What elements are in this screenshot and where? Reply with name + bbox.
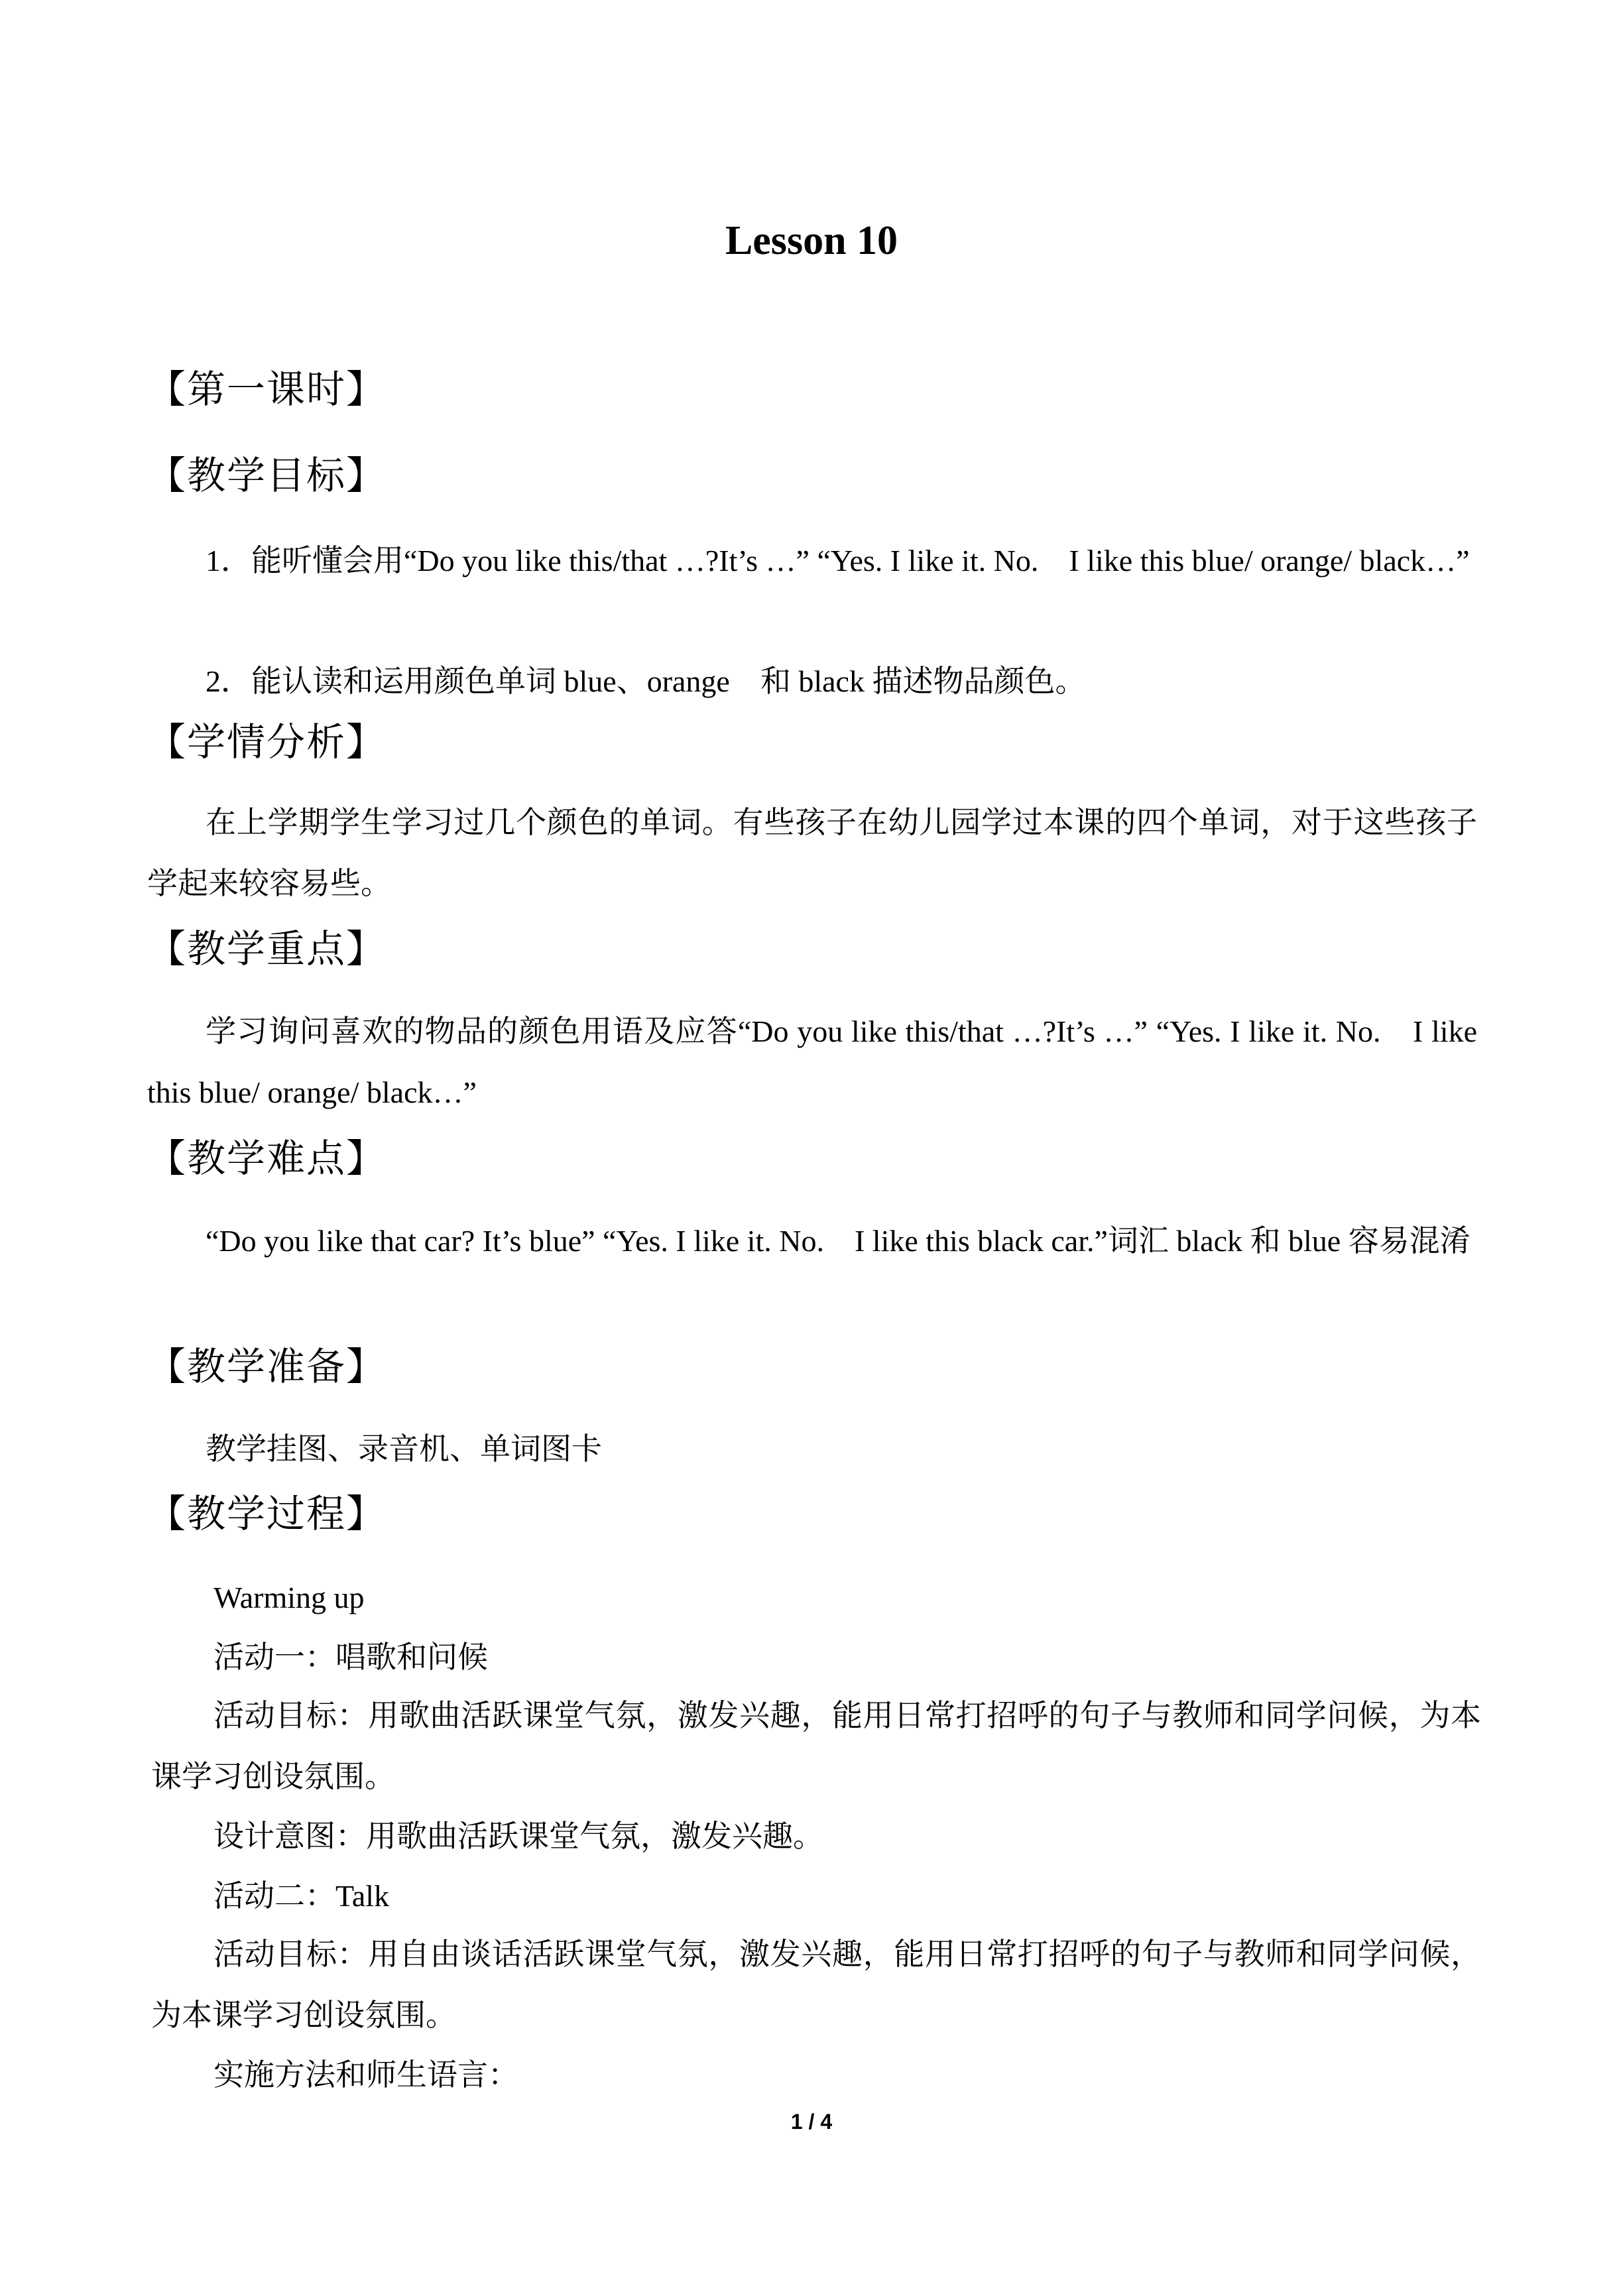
activity-2-title: 活动二：Talk bbox=[213, 1879, 390, 1913]
warming-up-label: Warming up bbox=[213, 1581, 365, 1614]
goals-heading: 【教学目标】 bbox=[147, 454, 387, 497]
activity-1-goal: 活动目标：用歌曲活跃课堂气氛，激发兴趣，能用日常打招呼的句子与教师和同学问候，为本课学习创设氛围。 bbox=[151, 1699, 1481, 1793]
document-title: Lesson 10 bbox=[725, 218, 898, 263]
key-points-text: 学习询问喜欢的物品的颜色用语及应答“Do you like this/that …?It’s …” “Yes. I like it. No. I like this blue/ orange/ black…” bbox=[147, 1014, 1477, 1109]
difficulties-text: “Do you like that car? It’s blue” “Yes. I like it. No. I like this black car.”词汇 black 和 blue 容易混淆 bbox=[206, 1224, 1471, 1258]
goals-item-2: 2．能认读和运用颜色单词 blue、orange 和 black 描述物品颜色。 bbox=[206, 664, 1086, 698]
analysis-text: 在上学期学生学习过几个颜色的单词。有些孩子在幼儿园学过本课的四个单词，对于这些孩子学起来较容易些。 bbox=[147, 806, 1477, 900]
activity-1-intent: 设计意图：用歌曲活跃课堂气氛，激发兴趣。 bbox=[213, 1819, 823, 1853]
preparation-heading: 【教学准备】 bbox=[147, 1345, 387, 1388]
section-period-heading: 【第一课时】 bbox=[147, 368, 387, 411]
activity-2-method: 实施方法和师生语言： bbox=[213, 2058, 518, 2092]
activity-1-title: 活动一：唱歌和问候 bbox=[213, 1640, 488, 1674]
key-points-heading: 【教学重点】 bbox=[147, 928, 387, 971]
activity-2-goal: 活动目标：用自由谈话活跃课堂气氛，激发兴趣，能用日常打招呼的句子与教师和同学问候，为本课学习创设氛围。 bbox=[151, 1937, 1481, 2032]
process-heading: 【教学过程】 bbox=[147, 1492, 387, 1536]
analysis-heading: 【学情分析】 bbox=[147, 721, 387, 764]
preparation-text: 教学挂图、录音机、单词图卡 bbox=[206, 1432, 602, 1466]
page-number: 1 / 4 bbox=[790, 2110, 833, 2134]
difficulties-heading: 【教学难点】 bbox=[147, 1137, 387, 1180]
goals-item-1: 1．能听懂会用“Do you like this/that …?It’s …” “Yes. I like it. No. I like this blue/ orange/ black…” bbox=[206, 544, 1470, 577]
